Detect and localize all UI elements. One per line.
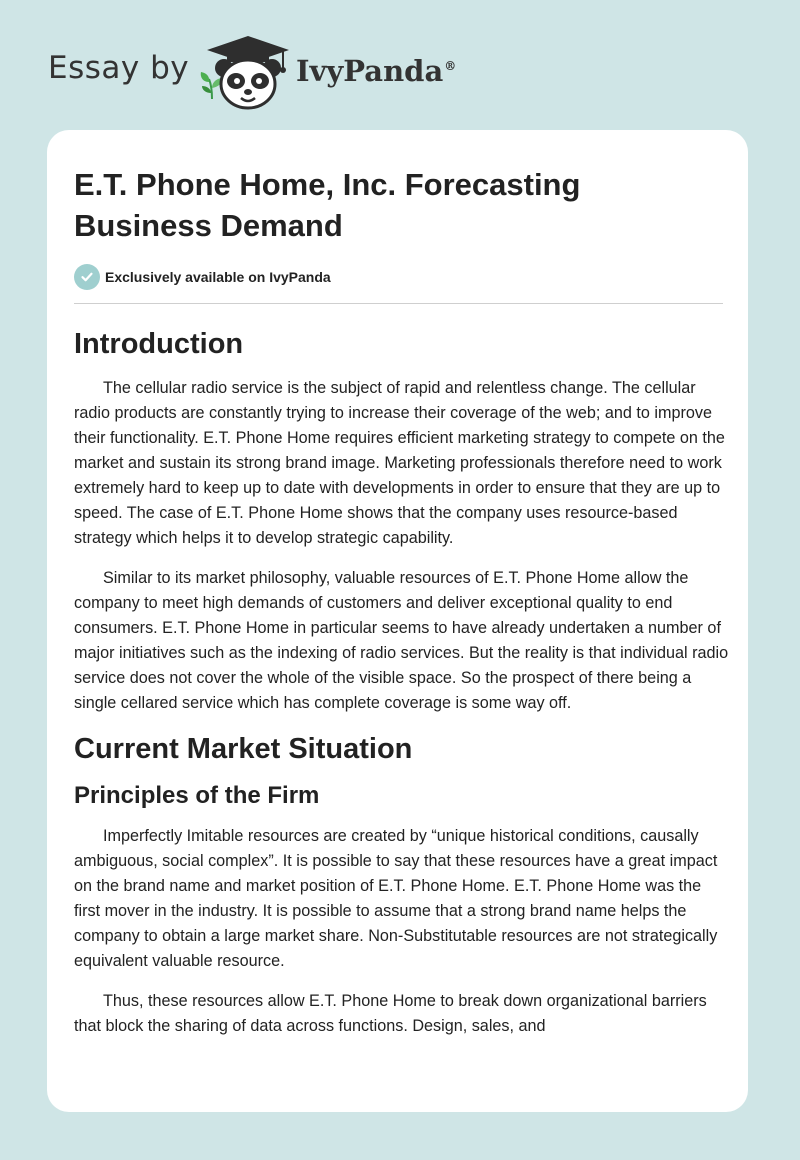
article-body	[74, 326, 729, 1054]
check-icon	[74, 264, 100, 290]
paragraph: The cellular radio service is the subject of rapid and relentless change. The cellular radio products are constantly trying to increase their coverage of the web; and to improve their functionality. E.T. Phone Home requires efficient marketing strategy to compete on the market and sustain its strong brand image. Marketing professionals therefore need to work extremely hard to keep up to date with developments in order to ensure that they are up to speed. The case of E.T. Phone Home shows that the company uses resource-based strategy which helps it to develop strategic capability.	[74, 379, 725, 547]
paragraph: Thus, these resources allow E.T. Phone Home to break down organizational barriers that block the sharing of data across functions. Design, sales, and	[74, 992, 707, 1035]
paragraph: Imperfectly Imitable resources are created by “unique historical conditions, causally ambiguous, social complex”. It is possible to say that these resources have a great impact on the brand name and market position of E.T. Phone Home. E.T. Phone Home was the first mover in the industry. It is possible to assume that a strong brand name helps the company to obtain a large market share. Non-Substitutable resources are not strategically equivalent valuable resource.	[74, 827, 718, 970]
section-heading-introduction: Introduction	[74, 328, 244, 360]
brand-name[interactable]: IvyPanda®	[296, 54, 457, 88]
registered-mark: ®	[444, 59, 457, 74]
divider	[74, 303, 723, 304]
badge-text: Exclusively available on IvyPanda	[105, 269, 331, 285]
section-heading-market: Current Market Situation	[74, 733, 413, 765]
site-header	[0, 0, 800, 130]
subsection-heading-principles: Principles of the Firm	[74, 782, 320, 809]
panda-logo-icon[interactable]	[205, 34, 291, 110]
brand-prefix: Essay by	[48, 50, 190, 86]
article-card	[47, 130, 748, 1112]
article-title: E.T. Phone Home, Inc. Forecasting Business Demand	[74, 167, 581, 243]
paragraph: Similar to its market philosophy, valuable resources of E.T. Phone Home allow the company to meet high demands of customers and deliver exceptional quality to end consumers. E.T. Phone Home in particular seems to have already undertaken a number of major initiatives such as the indexing of radio services. But the reality is that individual radio service does not cover the whole of the visible space. So the prospect of there being a single cellared service which has complete coverage is some way off.	[74, 569, 729, 712]
exclusive-badge	[74, 264, 331, 290]
